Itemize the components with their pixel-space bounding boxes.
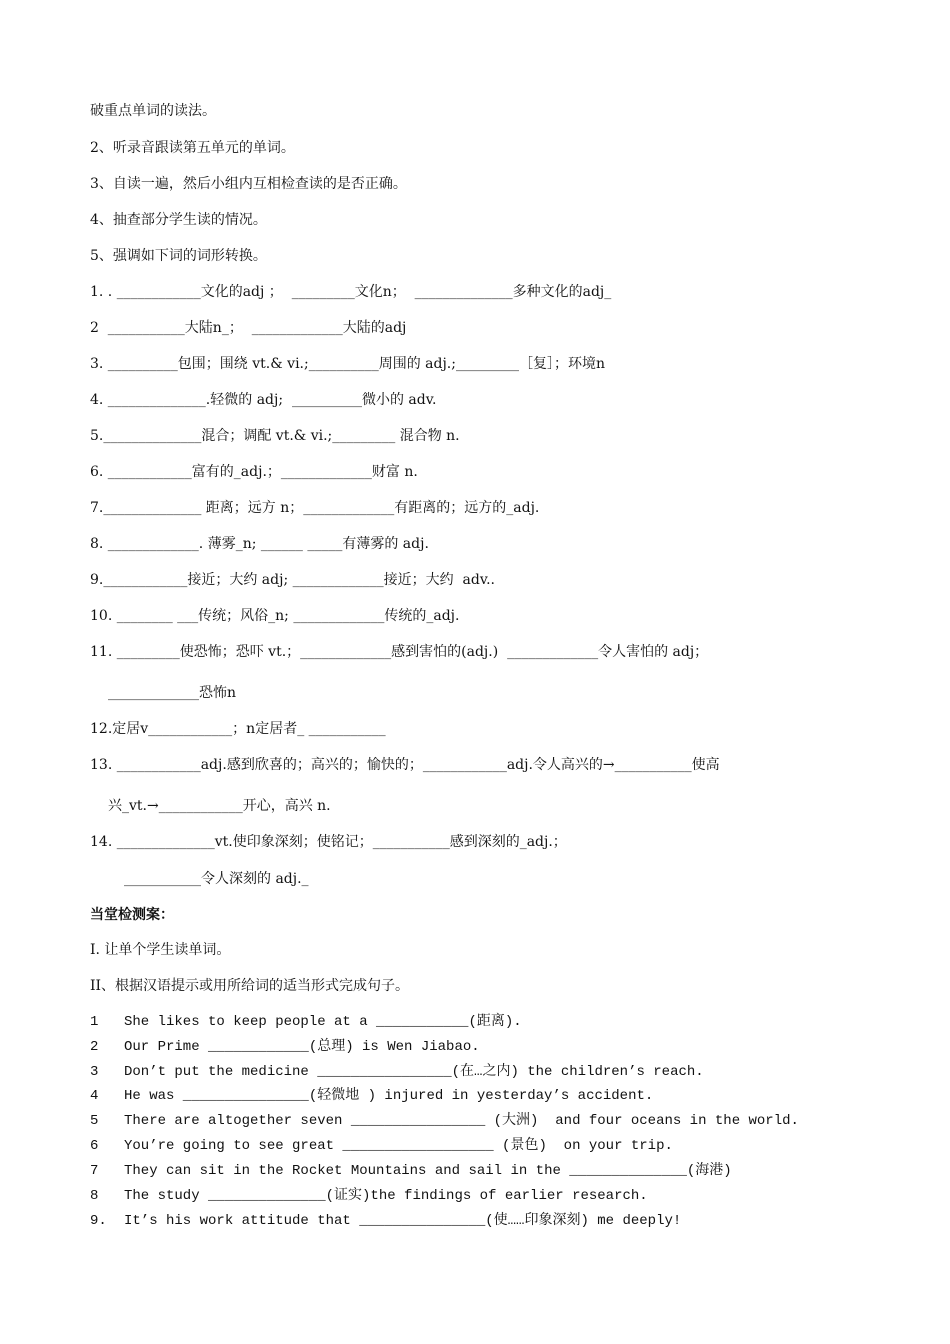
word-form-line: 兴_vt.→____________开心，高兴 n. bbox=[108, 798, 331, 814]
word-form-line: 13. ____________adj.感到欣喜的；高兴的；愉快的；____________adj.令人高兴的→___________使高 bbox=[90, 757, 720, 773]
word-form-line: 14. ______________vt.使印象深刻；使铭记；___________感到深刻的_adj.； bbox=[90, 834, 567, 850]
word-form-line: 4. ______________.轻微的 adj; __________微小的 adv. bbox=[90, 392, 437, 408]
word-form-line: 12.定居v____________；n定居者_ ___________ bbox=[90, 721, 386, 737]
sentence-text: He was _______________(轻微地 ) injured in yesterday’s accident. bbox=[124, 1088, 654, 1104]
step-item: 破重点单词的读法。 bbox=[90, 103, 216, 119]
word-form-line: ___________令人深刻的 adj._ bbox=[124, 871, 309, 887]
sentence-number: 7 bbox=[90, 1163, 99, 1179]
sentence-number: 2 bbox=[90, 1039, 99, 1055]
sentence-text: The study ______________(证实)the findings of earlier research. bbox=[124, 1188, 648, 1204]
word-form-line: 10. ________ ___传统；风俗_n; _____________传统的_adj. bbox=[90, 608, 460, 624]
step-item: 3、自读一遍，然后小组内互相检查读的是否正确。 bbox=[90, 176, 407, 192]
sentence-text: There are altogether seven ________________ (大洲) and four oceans in the world. bbox=[124, 1113, 799, 1129]
sentence-number: 6 bbox=[90, 1138, 99, 1154]
sentence-number: 9. bbox=[90, 1213, 107, 1229]
word-form-line: _____________恐怖n bbox=[108, 685, 237, 701]
sentence-number: 3 bbox=[90, 1064, 99, 1080]
sentence-text: She likes to keep people at a ___________(距离). bbox=[124, 1014, 522, 1030]
word-form-line: 3. __________包围；围绕 vt.& vi.;__________周围的 adj.;_________［复］；环境n bbox=[90, 356, 605, 372]
word-form-line: 8. _____________. 薄雾_n; ______ _____有薄雾的 adj. bbox=[90, 536, 429, 552]
step-item: 5、强调如下词的词形转换。 bbox=[90, 248, 267, 264]
word-form-line: 11. _________使恐怖；恐吓 vt.；_____________感到害怕的(adj.) _____________令人害怕的 adj； bbox=[90, 644, 709, 660]
word-form-line: 9.____________接近；大约 adj; _____________接近；大约 adv.. bbox=[90, 572, 495, 588]
word-form-line: 5.______________混合；调配 vt.& vi.;_________ 混合物 n. bbox=[90, 428, 460, 444]
sentence-number: 5 bbox=[90, 1113, 99, 1129]
sentence-number: 8 bbox=[90, 1188, 99, 1204]
section-heading: 当堂检测案： bbox=[90, 907, 174, 923]
check-item: II、根据汉语提示或用所给词的适当形式完成句子。 bbox=[90, 978, 410, 994]
sentence-text: You’re going to see great __________________ (景色) on your trip. bbox=[124, 1138, 673, 1154]
sentence-text: Don’t put the medicine ________________(在…之内) the children’s reach. bbox=[124, 1064, 704, 1080]
sentence-number: 4 bbox=[90, 1088, 99, 1104]
word-form-line: 1. . ____________文化的adj ； _________文化n； ______________多种文化的adj_ bbox=[90, 284, 612, 300]
sentence-number: 1 bbox=[90, 1014, 99, 1030]
step-item: 4、抽查部分学生读的情况。 bbox=[90, 212, 267, 228]
sentence-text: Our Prime ____________(总理) is Wen Jiabao. bbox=[124, 1039, 480, 1055]
word-form-line: 2 ___________大陆n_； _____________大陆的adj bbox=[90, 320, 407, 336]
check-item: I. 让单个学生读单词。 bbox=[90, 942, 231, 958]
word-form-line: 6. ____________富有的_adj.；_____________财富 n. bbox=[90, 464, 418, 480]
word-form-line: 7.______________ 距离；远方 n；_____________有距离的；远方的_adj. bbox=[90, 500, 540, 516]
sentence-text: It’s his work attitude that _______________(使……印象深刻) me deeply! bbox=[124, 1213, 682, 1229]
sentence-text: They can sit in the Rocket Mountains and sail in the ______________(海港) bbox=[124, 1163, 732, 1179]
step-item: 2、听录音跟读第五单元的单词。 bbox=[90, 140, 295, 156]
